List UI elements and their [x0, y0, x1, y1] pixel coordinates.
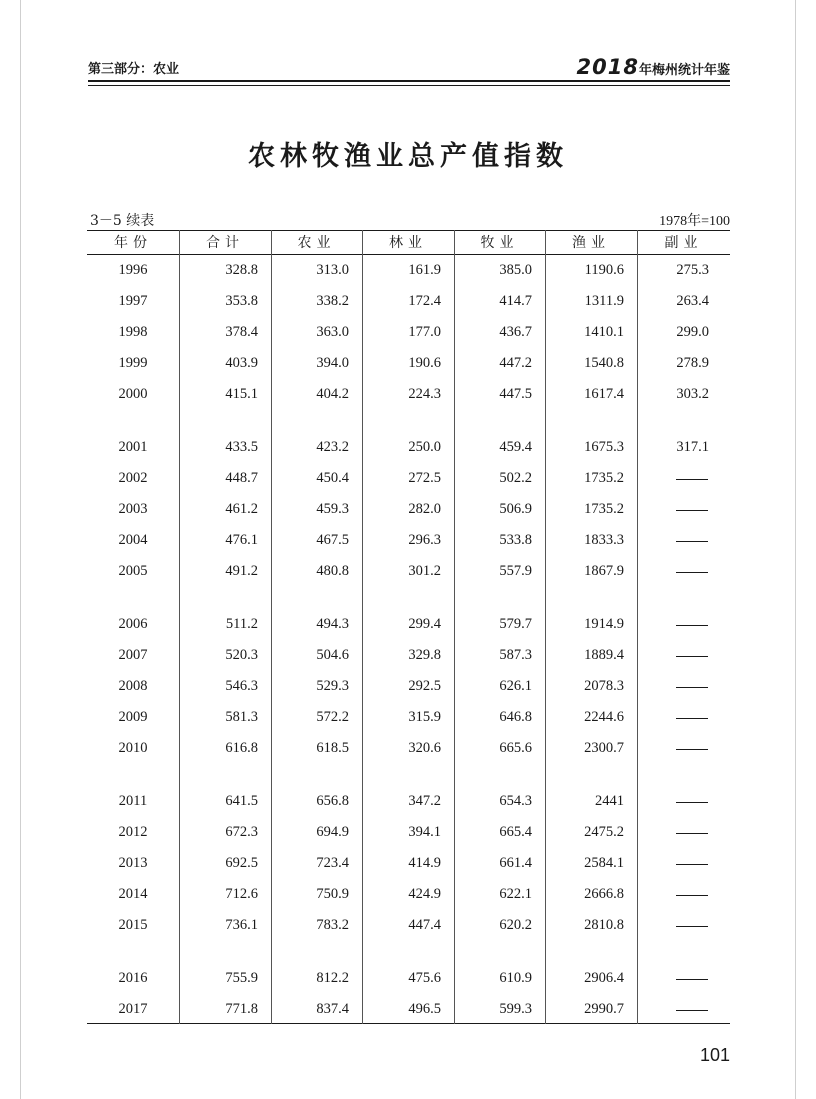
table-cell: 2475.2 [584, 824, 624, 840]
table-cell: 491.2 [225, 563, 258, 579]
table-cell: 299.4 [408, 616, 441, 632]
table-cell: 436.7 [499, 324, 532, 340]
table-cell: 2906.4 [584, 970, 624, 986]
table-cell: 292.5 [408, 678, 441, 694]
table-cell: 626.1 [499, 678, 532, 694]
no-data-dash [676, 656, 708, 657]
table-cell: 450.4 [316, 470, 349, 486]
table-cell: 771.8 [225, 1001, 258, 1017]
table-cell: 533.8 [499, 532, 532, 548]
table-cell: 2300.7 [584, 740, 624, 756]
table-cell: 315.9 [408, 709, 441, 725]
table-cell: 750.9 [316, 886, 349, 902]
table-cell: 303.2 [676, 386, 709, 402]
yearbook-title [577, 55, 730, 79]
table-cell: 433.5 [225, 439, 258, 455]
table-cell: 263.4 [676, 293, 709, 309]
table-cell: 502.2 [499, 470, 532, 486]
table-cell: 403.9 [225, 355, 258, 371]
table-cell: 618.5 [316, 740, 349, 756]
row-year: 2002 [118, 470, 148, 486]
row-year: 2010 [118, 740, 148, 756]
table-cell: 272.5 [408, 470, 441, 486]
table-cell: 299.0 [676, 324, 709, 340]
table-cell: 328.8 [225, 262, 258, 278]
table-cell: 250.0 [408, 439, 441, 455]
table-bottom-rule [87, 1023, 730, 1024]
column-header: 农业 [297, 235, 336, 251]
table-cell: 447.2 [499, 355, 532, 371]
no-data-dash [676, 479, 708, 480]
table-cell: 394.1 [408, 824, 441, 840]
table-cell: 1833.3 [584, 532, 624, 548]
table-cell: 2584.1 [584, 855, 624, 871]
yearbook-year: 2018 [576, 55, 639, 79]
row-year: 1998 [118, 324, 148, 340]
table-cell: 177.0 [408, 324, 441, 340]
table-cell: 665.4 [499, 824, 532, 840]
table-cell: 506.9 [499, 501, 532, 517]
table-cell: 496.5 [408, 1001, 441, 1017]
table-cell: 2441 [595, 793, 624, 809]
table-cell: 1914.9 [584, 616, 624, 632]
no-data-dash [676, 510, 708, 511]
table-cell: 661.4 [499, 855, 532, 871]
row-year: 2011 [118, 793, 148, 809]
table-cell: 329.8 [408, 647, 441, 663]
table-cell: 161.9 [408, 262, 441, 278]
table-cell: 423.2 [316, 439, 349, 455]
table-cell: 1889.4 [584, 647, 624, 663]
no-data-dash [676, 833, 708, 834]
no-data-dash [676, 1010, 708, 1011]
column-header: 林业 [389, 235, 427, 251]
yearbook-name: 年梅州统计年鉴 [638, 63, 730, 78]
table-cell: 2244.6 [584, 709, 624, 725]
table-cell: 1675.3 [584, 439, 624, 455]
table-cell: 736.1 [225, 917, 258, 933]
column-header: 合计 [206, 235, 244, 251]
table-cell: 363.0 [316, 324, 349, 340]
table-cell: 1410.1 [584, 324, 624, 340]
header-bottom-rule [87, 254, 730, 255]
table-cell: 447.4 [408, 917, 441, 933]
table-cell: 378.4 [225, 324, 258, 340]
table-cell: 467.5 [316, 532, 349, 548]
table-code: 3－5 续表 [90, 213, 155, 229]
table-cell: 557.9 [499, 563, 532, 579]
header-rule-thick [88, 80, 730, 82]
table-cell: 581.3 [225, 709, 258, 725]
table-cell: 2990.7 [584, 1001, 624, 1017]
table-cell: 610.9 [499, 970, 532, 986]
table-cell: 1735.2 [584, 501, 624, 517]
table-cell: 313.0 [316, 262, 349, 278]
table-cell: 480.8 [316, 563, 349, 579]
table-cell: 2078.3 [584, 678, 624, 694]
table-cell: 190.6 [408, 355, 441, 371]
table-cell: 476.1 [225, 532, 258, 548]
table-cell: 414.9 [408, 855, 441, 871]
table-cell: 459.4 [499, 439, 532, 455]
row-year: 2004 [118, 532, 148, 548]
table-cell: 520.3 [225, 647, 258, 663]
table-cell: 2666.8 [584, 886, 624, 902]
column-header: 年份 [114, 235, 152, 251]
table-cell: 1735.2 [584, 470, 624, 486]
table-cell: 301.2 [408, 563, 441, 579]
table-cell: 1540.8 [584, 355, 624, 371]
table-cell: 694.9 [316, 824, 349, 840]
row-year: 2006 [118, 616, 148, 632]
row-year: 1999 [118, 355, 148, 371]
row-year: 2016 [118, 970, 148, 986]
table-cell: 572.2 [316, 709, 349, 725]
row-year: 2009 [118, 709, 148, 725]
table-cell: 616.8 [225, 740, 258, 756]
page-number: 101 [699, 1045, 730, 1065]
table-cell: 278.9 [676, 355, 709, 371]
section-label: 第三部分：农业 [88, 62, 180, 77]
table-cell: 529.3 [316, 678, 349, 694]
table-cell: 654.3 [499, 793, 532, 809]
table-cell: 755.9 [225, 970, 258, 986]
row-year: 2013 [118, 855, 148, 871]
table-top-rule [87, 230, 730, 231]
row-year: 2005 [118, 563, 148, 579]
no-data-dash [676, 572, 708, 573]
row-year: 2007 [118, 647, 148, 663]
column-header: 渔业 [572, 235, 610, 251]
table-cell: 646.8 [499, 709, 532, 725]
table-cell: 723.4 [316, 855, 349, 871]
table-cell: 783.2 [316, 917, 349, 933]
table-cell: 404.2 [316, 386, 349, 402]
no-data-dash [676, 864, 708, 865]
row-year: 2001 [118, 439, 148, 455]
no-data-dash [676, 749, 708, 750]
table-cell: 579.7 [499, 616, 532, 632]
row-year: 1996 [118, 262, 148, 278]
table-cell: 672.3 [225, 824, 258, 840]
table-cell: 1190.6 [584, 262, 624, 278]
table-cell: 347.2 [408, 793, 441, 809]
table-cell: 415.1 [225, 386, 258, 402]
table-cell: 414.7 [499, 293, 532, 309]
page-title: 农林牧渔业总产值指数 [248, 141, 568, 172]
table-cell: 448.7 [225, 470, 258, 486]
table-cell: 461.2 [225, 501, 258, 517]
header-rule-thin [88, 85, 730, 86]
column-header: 牧业 [480, 235, 519, 251]
table-cell: 665.6 [499, 740, 532, 756]
table-cell: 620.2 [499, 917, 532, 933]
table-cell: 656.8 [316, 793, 349, 809]
column-divider [637, 230, 638, 1024]
table-cell: 692.5 [225, 855, 258, 871]
row-year: 2015 [118, 917, 148, 933]
table-cell: 2810.8 [584, 917, 624, 933]
table-cell: 275.3 [676, 262, 709, 278]
table-cell: 353.8 [225, 293, 258, 309]
no-data-dash [676, 541, 708, 542]
no-data-dash [676, 802, 708, 803]
column-header: 副业 [664, 235, 703, 251]
row-year: 1997 [118, 293, 148, 309]
no-data-dash [676, 687, 708, 688]
table-cell: 317.1 [676, 439, 709, 455]
table-cell: 546.3 [225, 678, 258, 694]
no-data-dash [676, 926, 708, 927]
table-cell: 587.3 [499, 647, 532, 663]
row-year: 2014 [118, 886, 148, 902]
table-cell: 1311.9 [584, 293, 624, 309]
table-cell: 282.0 [408, 501, 441, 517]
row-year: 2000 [118, 386, 148, 402]
table-cell: 447.5 [499, 386, 532, 402]
table-cell: 837.4 [316, 1001, 349, 1017]
table-cell: 622.1 [499, 886, 532, 902]
table-cell: 1867.9 [584, 563, 624, 579]
row-year: 2003 [118, 501, 148, 517]
table-cell: 320.6 [408, 740, 441, 756]
table-cell: 511.2 [225, 616, 258, 632]
no-data-dash [676, 979, 708, 980]
table-cell: 494.3 [316, 616, 349, 632]
no-data-dash [676, 895, 708, 896]
table-cell: 599.3 [499, 1001, 532, 1017]
running-header [88, 56, 730, 82]
table-cell: 385.0 [499, 262, 532, 278]
table-cell: 394.0 [316, 355, 349, 371]
table-cell: 1617.4 [584, 386, 624, 402]
row-year: 2012 [118, 824, 148, 840]
row-year: 2017 [118, 1001, 148, 1017]
table-cell: 712.6 [225, 886, 258, 902]
base-year-note: 1978年=100 [659, 214, 730, 229]
table-cell: 296.3 [408, 532, 441, 548]
table-cell: 224.3 [408, 386, 441, 402]
table-cell: 172.4 [408, 293, 441, 309]
table-cell: 338.2 [316, 293, 349, 309]
table-cell: 641.5 [225, 793, 258, 809]
row-year: 2008 [118, 678, 148, 694]
table-cell: 812.2 [316, 970, 349, 986]
table-cell: 424.9 [408, 886, 441, 902]
table-cell: 475.6 [408, 970, 441, 986]
table-cell: 459.3 [316, 501, 349, 517]
no-data-dash [676, 718, 708, 719]
no-data-dash [676, 625, 708, 626]
table-cell: 504.6 [316, 647, 349, 663]
